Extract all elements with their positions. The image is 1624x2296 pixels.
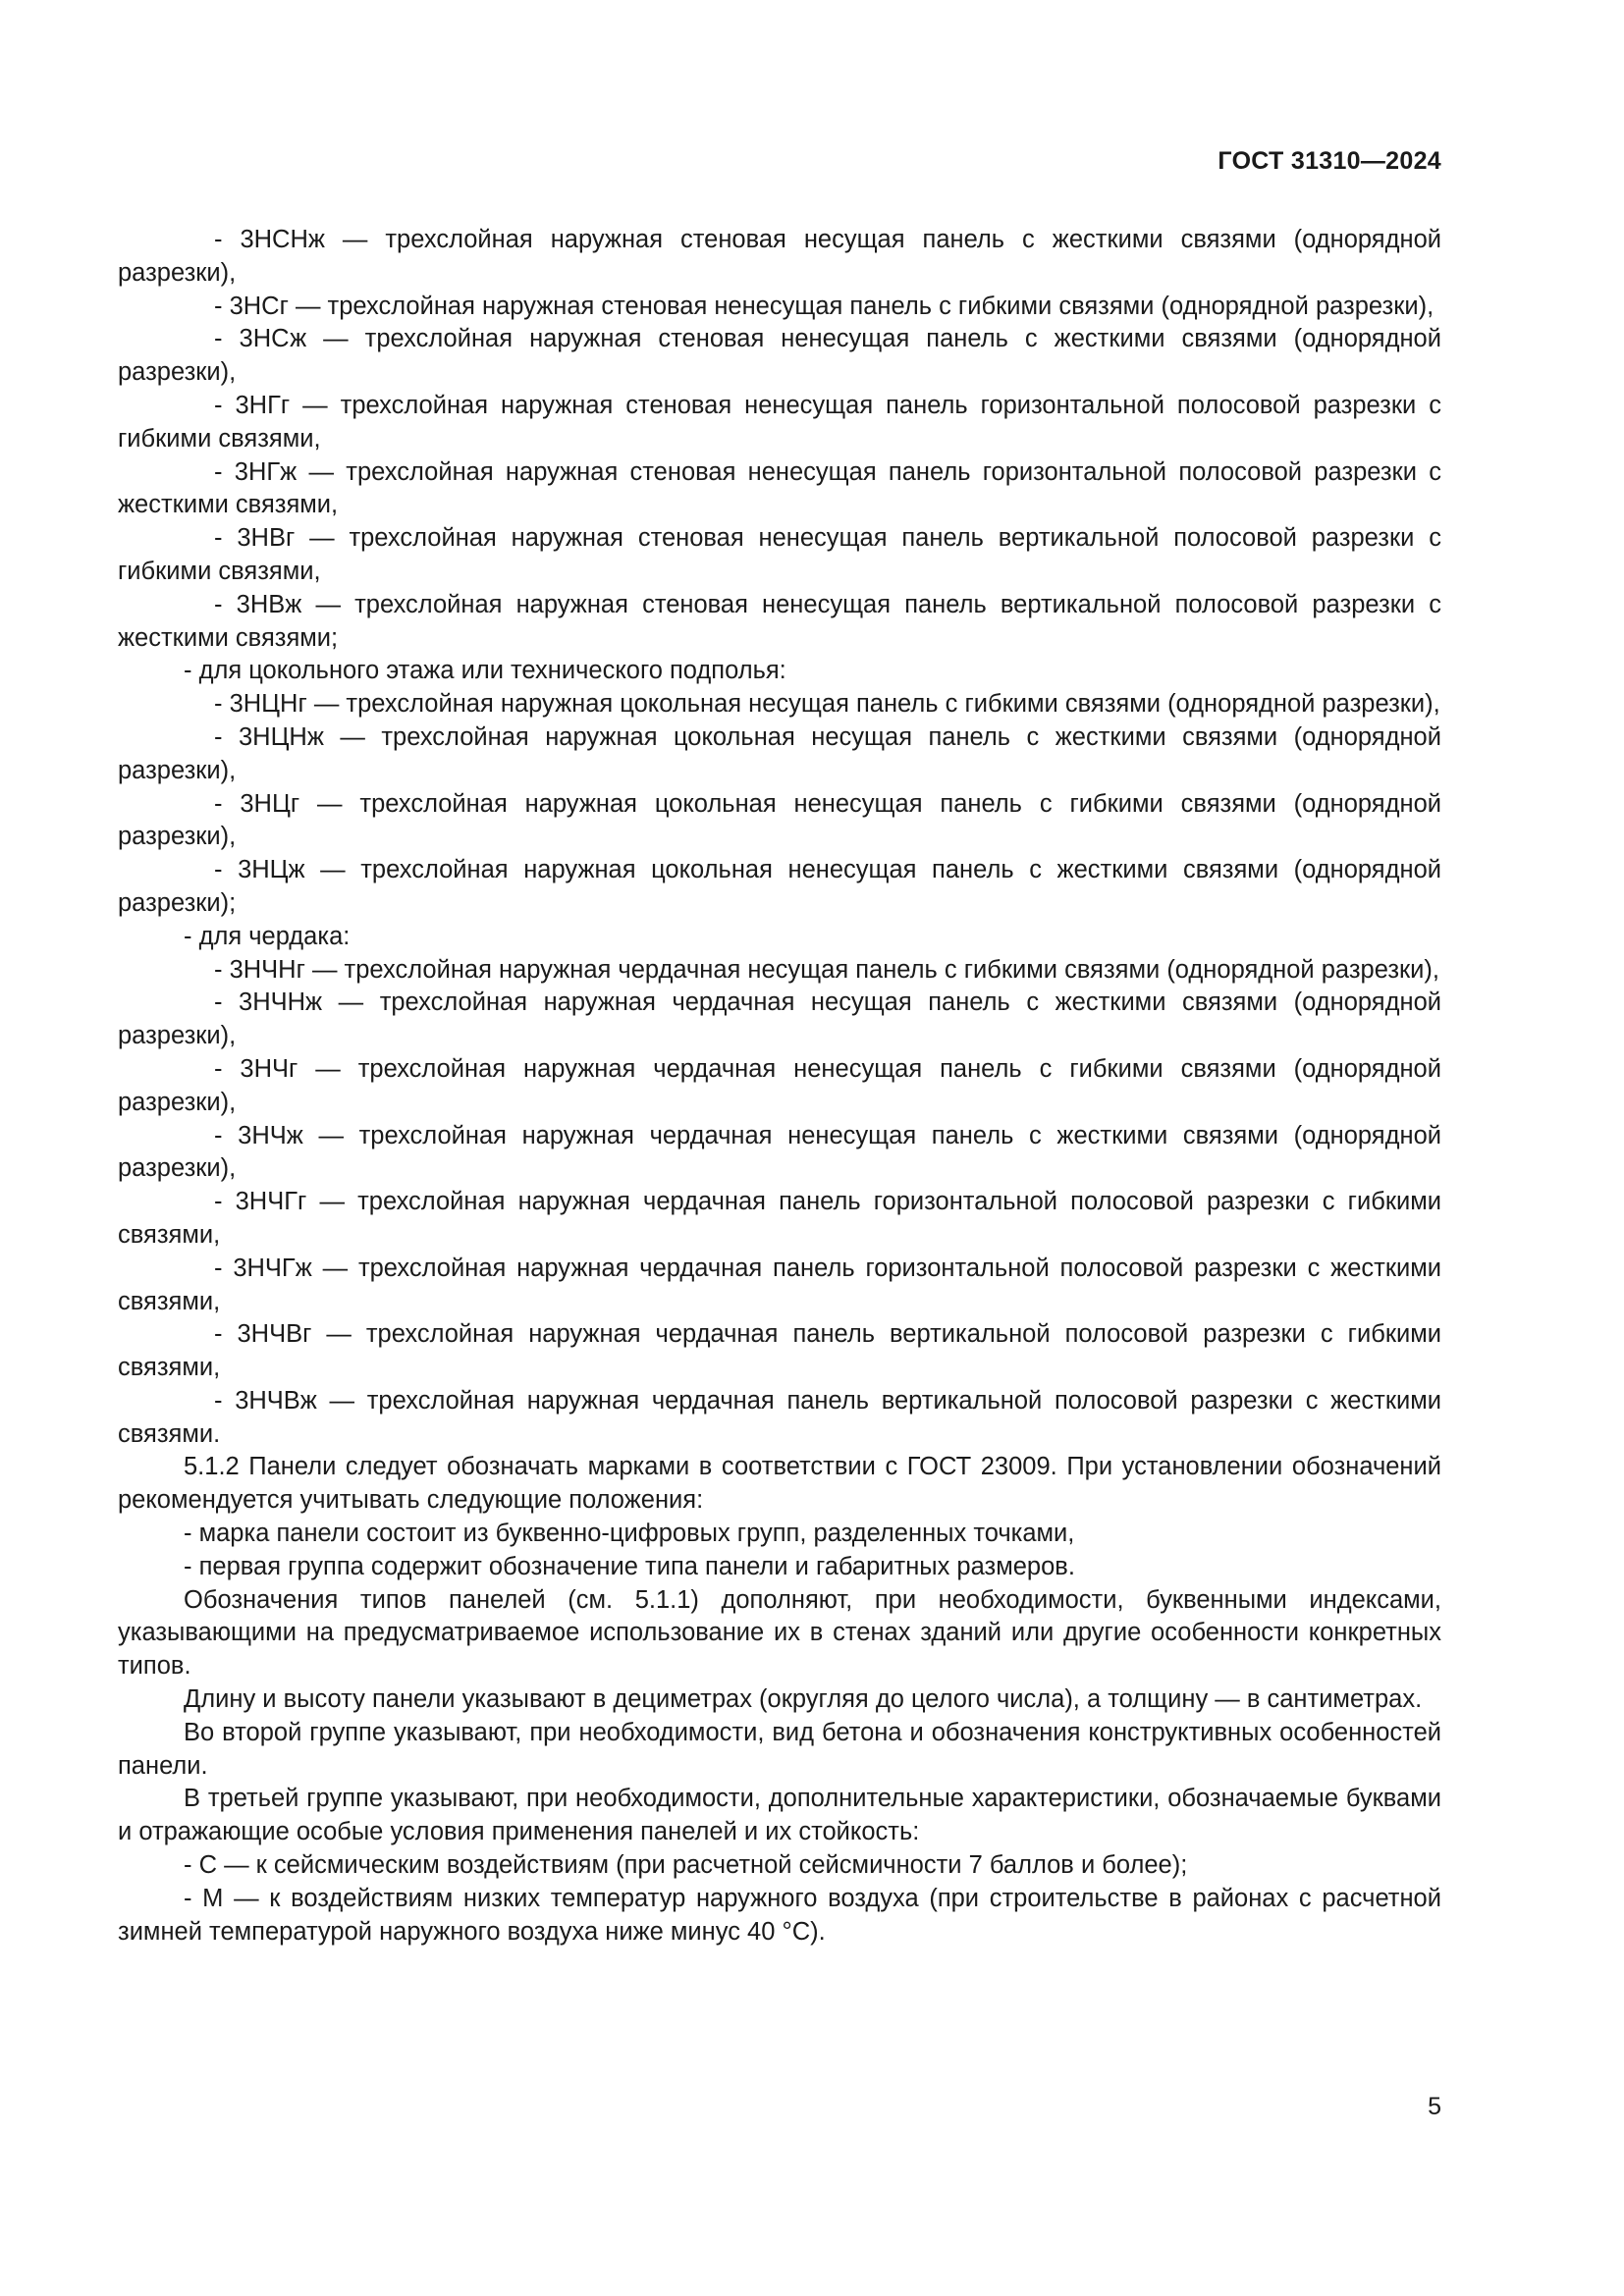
body-paragraph: Длину и высоту панели указывают в дециметрах (округляя до целого числа), а толщину — в сантиметрах. — [184, 1685, 1423, 1714]
list-item: - марка панели состоит из буквенно-цифровых групп, разделенных точками, — [184, 1520, 1075, 1548]
document-body — [118, 224, 1441, 1949]
list-item: - 3НСг — трехслойная наружная стеновая ненесущая панель с гибкими связями (однорядной разрезки), — [214, 292, 1435, 320]
list-item: - 3НЧг — трехслойная наружная чердачная ненесущая панель с гибкими связями (однорядной разрезки), — [118, 1054, 1441, 1116]
document-header: ГОСТ 31310—2024 — [1218, 147, 1441, 175]
list-item: - С — к сейсмическим воздействиям (при расчетной сейсмичности 7 баллов и более); — [184, 1851, 1188, 1880]
list-item: - 3НЧВж — трехслойная наружная чердачная панель вертикальной полосовой разрезки с жесткими связями. — [118, 1386, 1441, 1448]
list-item: - 3НЧГг — трехслойная наружная чердачная панель горизонтальной полосовой разрезки с гибкими связями, — [118, 1188, 1441, 1249]
list-item: - 3НГж — трехслойная наружная стеновая ненесущая панель горизонтальной полосовой разрезки с жесткими связями, — [118, 457, 1441, 519]
list-item: - 3НЧНж — трехслойная наружная чердачная несущая панель с жесткими связями (однорядной разрезки), — [118, 988, 1441, 1050]
page-number: 5 — [1428, 2093, 1441, 2120]
list-item: - 3НЧГж — трехслойная наружная чердачная панель горизонтальной полосовой разрезки с жесткими связями, — [118, 1254, 1441, 1315]
list-item: - 3НСж — трехслойная наружная стеновая ненесущая панель с жесткими связями (однорядной разрезки), — [118, 325, 1441, 387]
list-item: - М — к воздействиям низких температур наружного воздуха (при строительстве в районах с расчетной зимней температурой наружного воздуха ниже минус 40 °С). — [118, 1884, 1441, 1946]
body-paragraph: Во второй группе указывают, при необходимости, вид бетона и обозначения конструктивных особенностей панели. — [118, 1718, 1441, 1780]
list-item: - 3НЧж — трехслойная наружная чердачная ненесущая панель с жесткими связями (однорядной разрезки), — [118, 1121, 1441, 1183]
section-subheading: - для чердака: — [184, 922, 351, 950]
section-subheading: - для цокольного этажа или технического подполья: — [184, 657, 786, 685]
list-item: - первая группа содержит обозначение типа панели и габаритных размеров. — [184, 1552, 1075, 1580]
body-paragraph: В третьей группе указывают, при необходимости, дополнительные характеристики, обозначаемые буквами и отражающие особые условия применения панелей и их стойкость: — [118, 1785, 1441, 1846]
list-item: - 3НГг — трехслойная наружная стеновая ненесущая панель горизонтальной полосовой разрезки с гибкими связями, — [118, 391, 1441, 453]
body-paragraph: Обозначения типов панелей (см. 5.1.1) дополняют, при необходимости, буквенными индексами, указывающими на предусматриваемое использование их в стенах зданий или другие особенности конкретных типов. — [118, 1585, 1441, 1681]
clause-paragraph: 5.1.2 Панели следует обозначать марками в соответствии с ГОСТ 23009. При установлении обозначений рекомендуется учитывать следующие положения: — [118, 1453, 1441, 1515]
list-item: - 3НЦг — трехслойная наружная цокольная ненесущая панель с гибкими связями (однорядной разрезки), — [118, 789, 1441, 851]
list-item: - 3НЧНг — трехслойная наружная чердачная несущая панель с гибкими связями (однорядной разрезки), — [214, 955, 1439, 984]
list-item: - 3НЦНж — трехслойная наружная цокольная несущая панель с жесткими связями (однорядной разрезки), — [118, 722, 1441, 784]
list-item: - 3НВг — трехслойная наружная стеновая ненесущая панель вертикальной полосовой разрезки с гибкими связями, — [118, 524, 1441, 585]
list-item: - 3НСНж — трехслойная наружная стеновая несущая панель с жесткими связями (однорядной разрезки), — [118, 226, 1441, 287]
list-item: - 3НЦж — трехслойная наружная цокольная ненесущая панель с жесткими связями (однорядной разрезки); — [118, 856, 1441, 917]
list-item: - 3НВж — трехслойная наружная стеновая ненесущая панель вертикальной полосовой разрезки с жесткими связями; — [118, 590, 1441, 652]
list-item: - 3НЧВг — трехслойная наружная чердачная панель вертикальной полосовой разрезки с гибкими связями, — [118, 1320, 1441, 1382]
list-item: - 3НЦНг — трехслойная наружная цокольная несущая панель с гибкими связями (однорядной разрезки), — [214, 690, 1440, 719]
